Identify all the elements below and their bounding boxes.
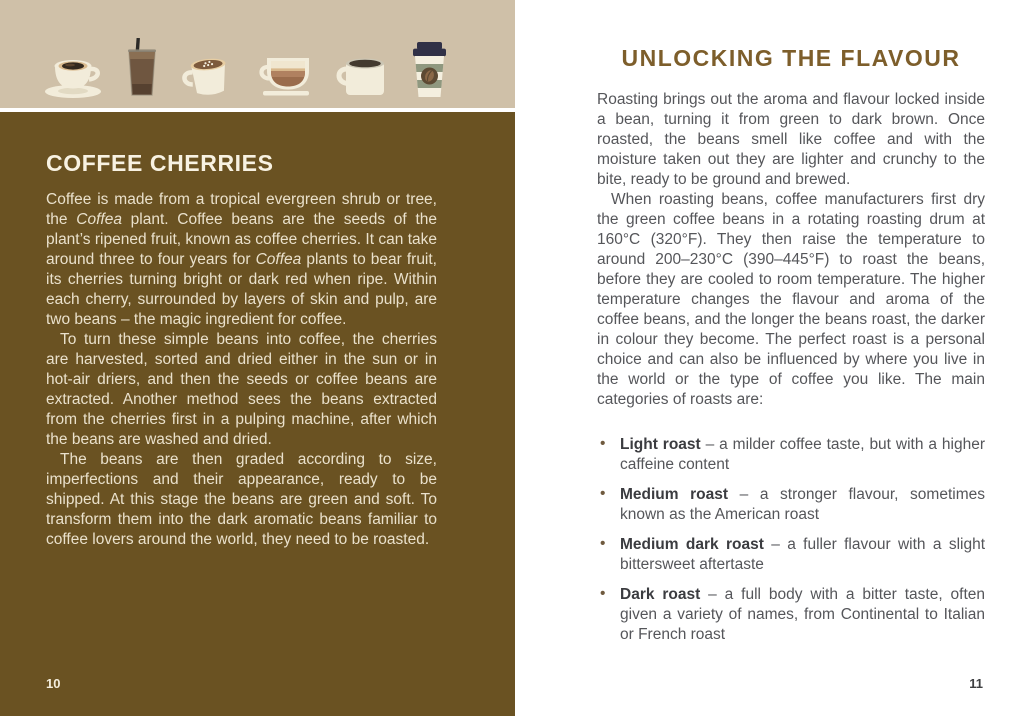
bullet-dot-icon: • bbox=[600, 485, 606, 502]
roast-label: Medium roast bbox=[620, 486, 729, 503]
takeaway-cup-icon bbox=[406, 40, 453, 98]
macchiato-glass-icon bbox=[256, 51, 316, 98]
paragraph-coffee-cherries-3: The beans are then graded according to size, imperfections and their appearance, ready to be shipped. At this stage the beans are green and soft. To transform them into the dark aromatic beans familiar to coffee lovers around the world, they need to be roasted. bbox=[46, 451, 437, 548]
roast-description: – a stronger flavour, sometimes known as the American roast bbox=[620, 486, 985, 523]
body-text: plants to bear fruit, its cherries turning bright or dark red when ripe. Within each cherry, surrounded by layers of skin and pulp, are two beans – the magic ingredient for coffee. bbox=[46, 251, 437, 328]
roast-label: Light roast bbox=[620, 436, 701, 453]
espresso-cup-icon bbox=[44, 51, 106, 98]
paragraph-roasting-2: When roasting beans, coffee manufacturers first dry the green coffee beans in a rotating roasting drum at 160°C (320°F). They then raise the temperature to around 200–230°C (390–445°F) to roast the beans, before they are cooled to room temperature. The higher temperature changes the flavour and aroma of the coffee beans, and the longer the beans roast, the darker in colour they become. The perfect roast is a personal choice and can also be influenced by where you live in the world or the type of coffee you like. The main categories of roasts are: bbox=[597, 191, 985, 408]
left-page-title: COFFEE CHERRIES bbox=[46, 150, 274, 176]
body-text: plant. Coffee beans are the seeds of the plant’s ripened fruit, known as coffee cherries. It can take around three to four years for bbox=[46, 211, 437, 268]
italic-term: Coffea bbox=[76, 211, 122, 228]
list-item-medium-dark-roast bbox=[597, 535, 985, 575]
iced-coffee-icon bbox=[122, 38, 162, 98]
bullet-dot-icon: • bbox=[600, 585, 606, 602]
roast-description: – a fuller flavour with a slight bittersweet aftertaste bbox=[620, 536, 986, 573]
right-page-title: UNLOCKING THE FLAVOUR bbox=[621, 45, 961, 71]
coffee-cherries-section bbox=[0, 112, 515, 716]
paragraph-coffee-cherries-1 bbox=[46, 190, 437, 330]
coffee-illustrations-banner bbox=[0, 0, 515, 108]
body-text: Coffee is made from a tropical evergreen shrub or tree, the bbox=[46, 191, 437, 228]
paragraph-coffee-cherries-2: To turn these simple beans into coffee, the cherries are harvested, sorted and dried either in the sun or in hot-air driers, and then the seeds or coffee beans are extracted. Another method sees the beans extracted from the cherries first in a pulping machine, after which the beans are washed and dried. bbox=[46, 331, 437, 448]
right-page bbox=[517, 0, 1013, 725]
right-page-body bbox=[597, 90, 985, 410]
right-page-column bbox=[597, 45, 985, 645]
left-page-body bbox=[46, 190, 437, 550]
roast-label: Dark roast bbox=[620, 586, 701, 603]
page-number-left: 10 bbox=[46, 676, 61, 691]
bullet-dot-icon: • bbox=[600, 435, 606, 452]
list-item-dark-roast bbox=[597, 585, 985, 645]
roast-description: – a milder coffee taste, but with a higher caffeine content bbox=[620, 436, 985, 473]
italic-term: Coffea bbox=[255, 251, 302, 268]
coffee-mug-icon bbox=[332, 52, 390, 98]
roast-description: – a full body with a bitter taste, often given a variety of names, from Continental to Italian or French roast bbox=[620, 586, 985, 643]
bullet-dot-icon: • bbox=[600, 535, 606, 552]
page-number-right: 11 bbox=[969, 676, 983, 691]
roast-types-list bbox=[597, 435, 985, 645]
list-item-medium-roast bbox=[597, 485, 985, 525]
paragraph-roasting-1: Roasting brings out the aroma and flavour locked inside a bean, turning it from green to dark brown. Once roasted, the beans smell like coffee and with the moisture taken out they are lighter and crunchy to the bite, ready to be ground and brewed. bbox=[597, 91, 985, 188]
list-item-light-roast bbox=[597, 435, 985, 475]
roast-label: Medium dark roast bbox=[620, 536, 764, 553]
cappuccino-mug-icon bbox=[178, 52, 240, 98]
